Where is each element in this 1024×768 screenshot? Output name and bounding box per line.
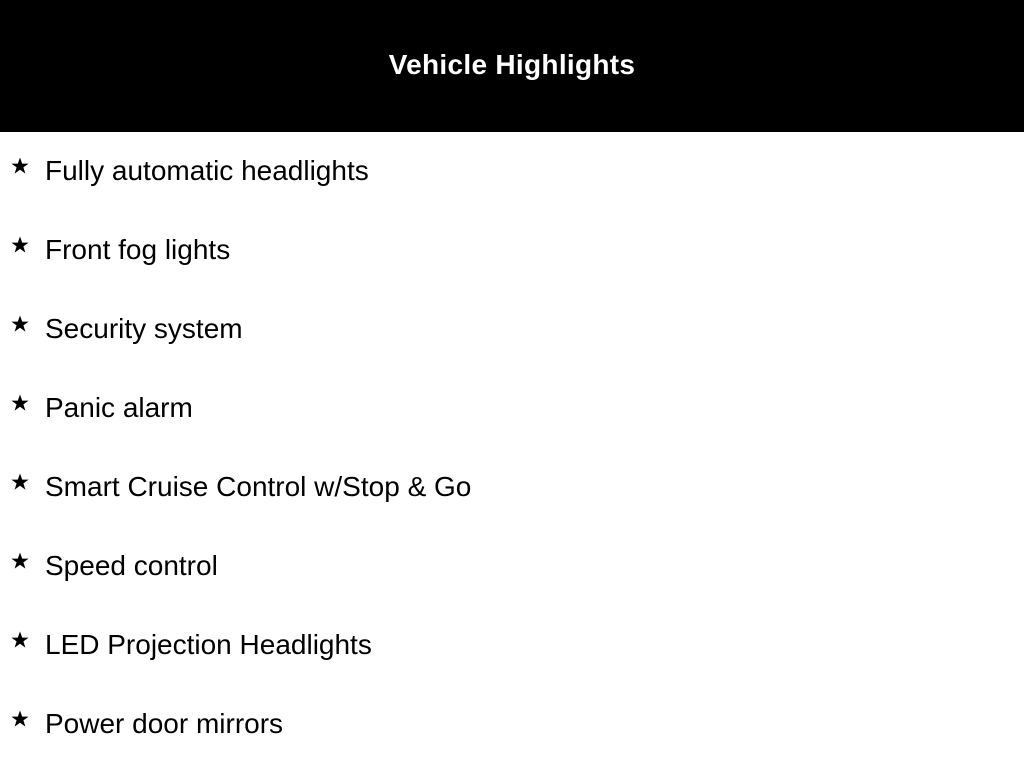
list-item-label: LED Projection Headlights xyxy=(45,629,372,660)
page-title: Vehicle Highlights xyxy=(388,49,636,80)
list-item-label: Security system xyxy=(45,313,243,344)
star-icon xyxy=(10,156,30,176)
list-item xyxy=(0,290,1024,369)
list-item xyxy=(0,606,1024,685)
page-header xyxy=(0,0,1024,132)
star-icon xyxy=(10,472,30,492)
list-item-label: Fully automatic headlights xyxy=(45,155,369,186)
highlights-list xyxy=(0,132,1024,764)
star-icon xyxy=(10,393,30,413)
list-item xyxy=(0,527,1024,606)
list-item-label: Front fog lights xyxy=(45,234,231,265)
star-icon xyxy=(10,630,30,650)
list-item xyxy=(0,448,1024,527)
star-icon xyxy=(10,235,30,255)
list-item xyxy=(0,369,1024,448)
list-item-label: Speed control xyxy=(45,550,218,581)
list-item xyxy=(0,132,1024,211)
list-item-label: Panic alarm xyxy=(45,392,193,423)
star-icon xyxy=(10,551,30,571)
list-item xyxy=(0,211,1024,290)
list-item-label: Smart Cruise Control w/Stop & Go xyxy=(45,471,472,502)
star-icon xyxy=(10,314,30,334)
list-item xyxy=(0,685,1024,764)
star-icon xyxy=(10,709,30,729)
list-item-label: Power door mirrors xyxy=(45,708,284,739)
